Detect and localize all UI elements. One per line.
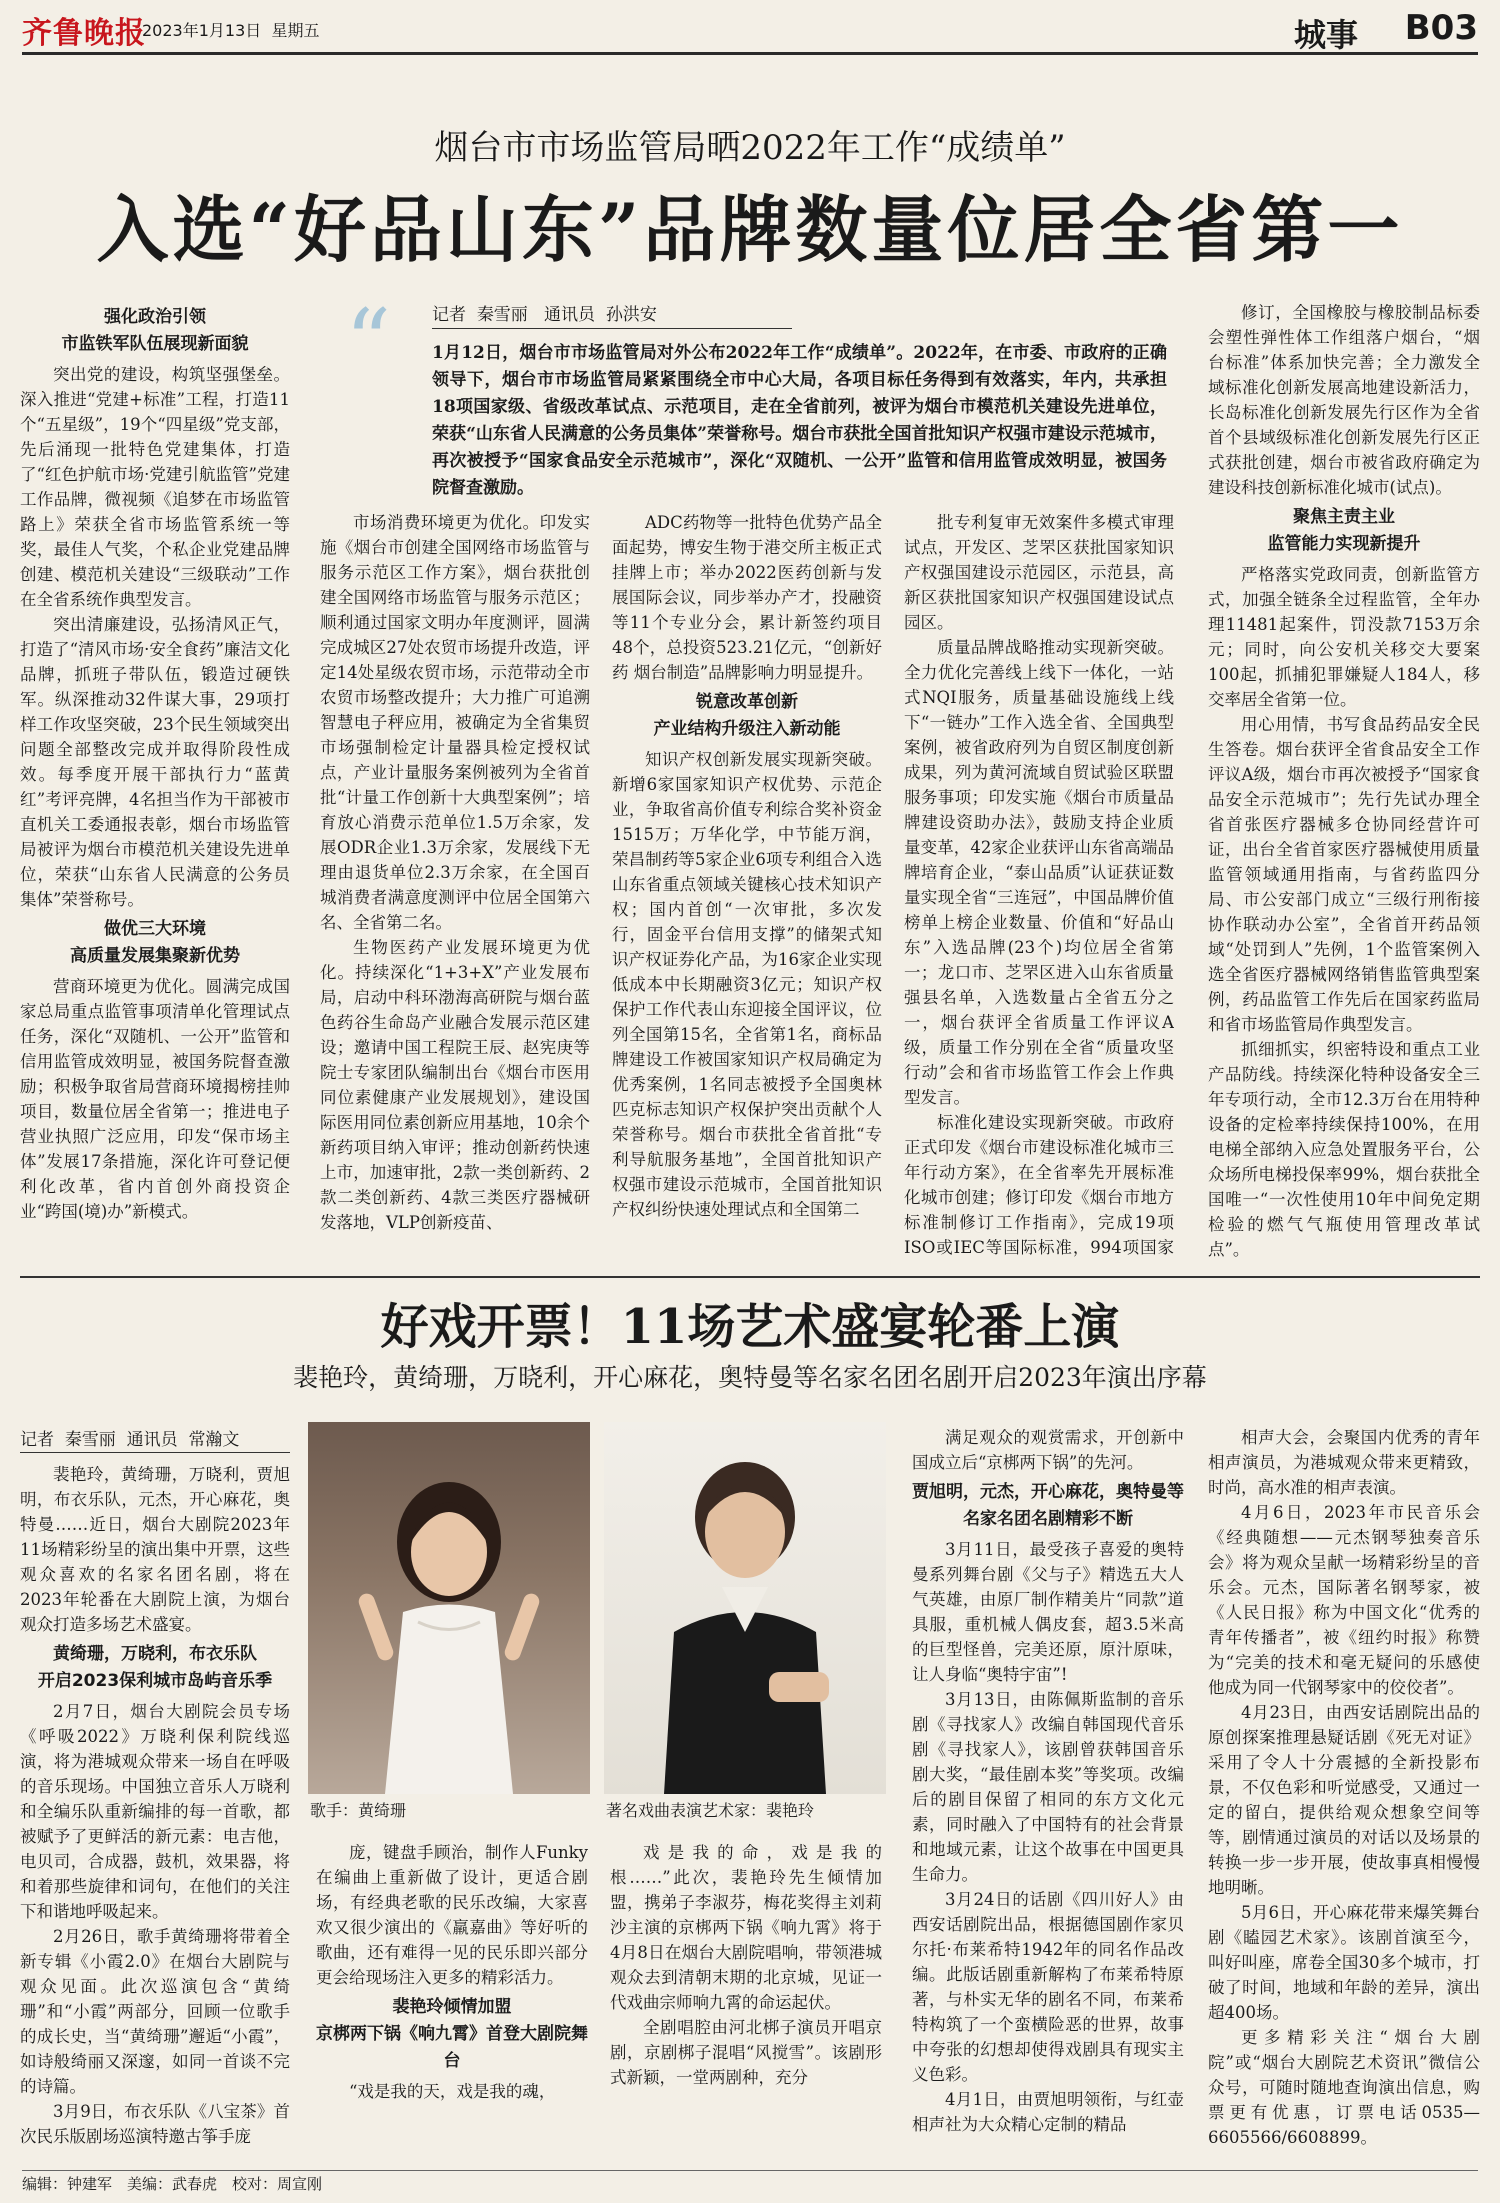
article2-column-2 — [316, 1840, 588, 2162]
paragraph: 4月1日，由贾旭明领衔，与红壶相声社为大众精心定制的精品 — [912, 2090, 1184, 2134]
reporter-name: 秦雪丽 — [476, 305, 528, 325]
subheading — [612, 689, 882, 743]
paragraph: “戏是我的天，戏是我的魂， — [349, 2082, 556, 2101]
artist-figure-icon — [604, 1422, 886, 1794]
paragraph: 标准化建设实现新突破。市政府正式印发《烟台市建设标准化城市三年行动方案》，在全省率先开展标准化城市创建；修订印发《烟台市地方标准制修订工作指南》，完成19项ISO或IEC等国际标准，994项国家 — [904, 1113, 1174, 1257]
byline-label: 通讯员 — [544, 305, 596, 325]
correspondent-name: 孙洪安 — [605, 305, 657, 325]
subheading-line: 贾旭明，元杰，开心麻花，奥特曼等 — [912, 1482, 1184, 1502]
article2-subhead: 裴艳玲，黄绮珊，万晓利，开心麻花，奥特曼等名家名团名剧开启2023年演出序幕 — [293, 1363, 1207, 1392]
singer-figure-icon — [308, 1422, 590, 1794]
subheading-line: 开启2023保利城市岛屿音乐季 — [37, 1671, 273, 1691]
paragraph: 突出清廉建设，弘扬清风正气，打造了“清风市场·安全食药”廉洁文化品牌，抓班子带队伍，锻造过硬铁军。纵深推动32件谋大事，29项打样工作攻坚突破，23个民生领域突出问题全部整改完成并取得阶段性成效。每季度开展干部执行力“蓝黄红”考评亮牌，4名担当作为干部被市直机关工委通报表彰，烟台市场监管局被评为烟台市模范机关建设先进单位，荣获“山东省人民满意的公务员集体”荣誉称号。 — [20, 615, 290, 909]
paragraph: 裴艳玲，黄绮珊，万晓利，贾旭明，布衣乐队，元杰，开心麻花，奥特曼……近日，烟台大剧院2023年11场精彩纷呈的演出集中开票，这些观众喜欢的名家名团名剧，将在2023年轮番在大剧院上演，为烟台观众打造多场艺术盛宴。 — [20, 1465, 290, 1634]
byline-label: 记者 — [432, 305, 466, 325]
paragraph: 批专利复审无效案件多模式审理试点，开发区、芝罘区获批国家知识产权强国建设示范园区，示范县，高新区获批国家知识产权强国建设试点园区。 — [904, 513, 1174, 632]
paragraph: 3月13日，由陈佩斯监制的音乐剧《寻找家人》改编自韩国现代音乐剧《寻找家人》，该剧曾获韩国音乐剧大奖，“最佳剧本奖”等奖项。改编后的剧目保留了相同的东方文化元素，同时融入了中国特有的社会背景和地域元素，让这个故事在中国更具生命力。 — [912, 1690, 1184, 1884]
paragraph: 庞，键盘手顾治，制作人Funky在编曲上重新做了设计，更适合剧场，有经典老歌的民乐改编，大家喜欢又很少演出的《羸嘉曲》等好听的歌曲，还有难得一见的民乐即兴部分更会给现场注入更多的精彩活力。 — [316, 1843, 588, 1987]
paragraph: 戏是我的命，戏是我的根……”此次，裴艳玲先生倾情加盟，携弟子李淑芬，梅花奖得主刘莉沙主演的京梆两下锅《响九霄》将于4月8日在烟台大剧院唱响，带领港城观众去到清朝末期的北京城，见证一代戏曲宗师响九霄的命运起伏。 — [610, 1843, 882, 2012]
subheading — [912, 1479, 1184, 1533]
photo-opera-artist — [604, 1422, 886, 1794]
photo-caption: 歌手：黄绮珊 — [310, 1801, 407, 1820]
paragraph: ADC药物等一批特色优势产品全面起势，博安生物于港交所主板正式挂牌上市；举办2022医药创新与发展国际会议，同步举办产才，投融资等11个专业分会，累计新签约项目48个，总投资523.21亿元，“创新好药 烟台制造”品牌影响力明显提升。 — [612, 513, 882, 682]
byline-label: 记者 — [20, 1430, 54, 1450]
subheading — [316, 1994, 588, 2075]
paragraph: 突出党的建设，构筑坚强堡垒。深入推进“党建+标准”工程，打造11个“五星级”，19个“四星级”党支部，先后涌现一批特色党建集体，打造了“红色护航市场·党建引航监管”党建工作品牌，微视频《追梦在市场监管路上》荣获全省市场监管系统一等奖，最佳人气奖，个私企业党建品牌创建、模范机关建设“三级联动”工作在全省系统作典型发言。 — [20, 365, 290, 609]
paragraph: 修订，全国橡胶与橡胶制品标委会塑性弹性体工作组落户烟台，“烟台标准”体系加快完善；全力激发全域标准化创新发展高地建设新活力，长岛标准化创新发展先行区作为全省首个县域级标准化创新发展先行区正式获批创建，烟台市被省政府确定为建设科技创新标准化城市(试点)。 — [1208, 303, 1480, 497]
byline-divider — [20, 1452, 290, 1453]
subheading-line: 锐意改革创新 — [696, 692, 798, 712]
article1-column-3 — [612, 510, 882, 1262]
subheading-line: 裴艳玲倾情加盟 — [392, 1997, 512, 2017]
subheading-line: 强化政治引领 — [104, 307, 206, 327]
article1-kicker: 烟台市市场监管局晒2022年工作“成绩单” — [434, 128, 1066, 168]
paragraph: 全剧唱腔由河北梆子演员开唱京剧，京剧梆子混唱“风搅雪”。该剧形式新颖，一堂两剧种，充分 — [610, 2018, 882, 2087]
paragraph: 相声大会，会聚国内优秀的青年相声演员，为港城观众带来更精致，时尚，高水准的相声表演。 — [1208, 1428, 1480, 1497]
paragraph: 4月6日，2023年市民音乐会《经典随想——元杰钢琴独奏音乐会》将为观众呈献一场精彩纷呈的音乐会。元杰，国际著名钢琴家，被《人民日报》称为中国文化“优秀的青年传播者”，被《纽约时报》称赞为“完美的技术和毫无疑问的乐感使他成为同一代钢琴家中的佼佼者”。 — [1208, 1503, 1480, 1697]
subheading-line: 市监铁军队伍展现新面貌 — [61, 334, 249, 354]
paragraph: 用心用情，书写食品药品安全民生答卷。烟台获评全省食品安全工作评议A级，烟台市再次被授予“国家食品安全示范城市”；先行先试办理全省首张医疗器械多仓协同经营许可证，出台全省首家医疗器械使用质量监管领域通用指南，与省药监四分局、市公安部门成立“三级行刑衔接协作联动办公室”，全省首开药品领域“处罚到人”先例，1个监管案例入选全省医疗器械网络销售监管典型案例，药品监管工作先后在国家药监局和省市场监管局作典型发言。 — [1208, 715, 1480, 1034]
subheading — [1208, 504, 1480, 558]
paragraph: 5月6日，开心麻花带来爆笑舞台剧《瞌园艺术家》。该剧首演至今，叫好叫座，席卷全国30多个城市，打破了时间，地域和年龄的差异，演出超400场。 — [1208, 1903, 1480, 2022]
paragraph: 抓细抓实，织密特设和重点工业产品防线。持续深化特种设备安全三年专项行动，全市12.3万台在用特种设备的定检率持续保持100%，在用电梯全部纳入应急处置服务平台，公众场所电梯投保率99%，烟台获批全国唯一“一次性使用10年中间免定期检验的燃气气瓶使用管理改革试点”。 — [1208, 1040, 1480, 1259]
correspondent-name: 常瀚文 — [188, 1430, 240, 1450]
paragraph: 3月24日的话剧《四川好人》由西安话剧院出品，根据德国剧作家贝尔托·布莱希特1942年的同名作品改编。此版话剧重新解构了布莱希特原著，与朴实无华的剧名不同，布莱希特构筑了一个蛮横险恶的世界，故事中夸张的幻想却使得戏剧具有现实主义色彩。 — [912, 1890, 1184, 2084]
photo-singer — [308, 1422, 590, 1794]
section-name: 城事 — [1293, 16, 1358, 54]
subheading-line: 做优三大环境 — [104, 919, 206, 939]
article1-byline — [432, 300, 657, 325]
subheading-line: 监管能力实现新提升 — [1267, 534, 1421, 554]
article2-column-5 — [1208, 1425, 1480, 2162]
byline-label: 通讯员 — [126, 1430, 178, 1450]
paragraph: 满足观众的观赏需求，开创新中国成立后“京梆两下锅”的先河。 — [912, 1428, 1184, 1472]
article2-column-1 — [20, 1462, 290, 2162]
masthead — [22, 8, 1478, 55]
subheading-line: 高质量发展集聚新优势 — [70, 946, 240, 966]
article-divider — [20, 1276, 1480, 1278]
paragraph: 3月11日，最受孩子喜爱的奥特曼系列舞台剧《父与子》精选五大人气英雄，由原厂制作精美片“同款”道具服，重机械人偶皮套，超3.5米高的巨型怪兽，完美还原，原汁原味，让人身临“奥特宇宙”! — [912, 1540, 1184, 1684]
paragraph: 生物医药产业发展环境更为优化。持续深化“1+3+X”产业发展布局，启动中科环渤海高研院与烟台蓝色药谷生命岛产业融合发展示范区建设；邀请中国工程院王辰、赵宪庚等院士专家团队编制出台《烟台市医用同位素健康产业发展规划》，建设国际医用同位素创新应用基地，10余个新药项目纳入审评；推动创新药快速上市，加速审批，2款一类创新药、2款二类创新药、4款三类医疗器械研发落地，VLP创新疫苗、 — [320, 938, 590, 1232]
article1-lead: 1月12日，烟台市市场监管局对外公布2022年工作“成绩单”。2022年，在市委、市政府的正确领导下，烟台市市场监管局紧紧围绕全市中心大局，各项目标任务得到有效落实，年内，共承担18项国家级、省级改革试点、示范项目，走在全省前列，被评为烟台市模范机关建设先进单位，荣获“山东省人民满意的公务员集体”荣誉称号。烟台市获批全国首批知识产权强市建设示范城市，再次被授予“国家食品安全示范城市”，深化“双随机、一公开”监管和信用监管成效明显，被国务院督查激励。 — [432, 343, 1167, 498]
paragraph: 营商环境更为优化。圆满完成国家总局重点监管事项清单化管理试点任务，深化“双随机、一公开”监管和信用监管成效明显，被国务院督查激励；积极争取省局营商环境揭榜挂帅项目，数量位居全省第一；推进电子营业执照广泛应用，印发“保市场主体”发展17条措施，深化许可登记便利化改革，省内首创外商投资企业“跨国(境)办”新模式。 — [20, 977, 290, 1221]
paragraph: 2月26日，歌手黄绮珊将带着全新专辑《小霞2.0》在烟台大剧院与观众见面。此次巡演包含“黄绮珊”和“小霞”两部分，回顾一位歌手的成长史，当“黄绮珊”邂逅“小霞”，如诗般绮丽又深邃，如同一首谈不完的诗篇。 — [20, 1927, 290, 2096]
article1-column-5 — [1208, 300, 1480, 1262]
footer-credits: 编辑：钟建军 美编：武春虎 校对：周宣刚 — [22, 2175, 323, 2193]
article2-column-3 — [610, 1840, 882, 2162]
paragraph: 3月9日，布衣乐队《八宝茶》首次民乐版剧场巡演特邀古筝手庞 — [20, 2102, 290, 2146]
paragraph: 更多精彩关注“烟台大剧院”或“烟台大剧院艺术资讯”微信公众号，可随时随地查询演出信息，购票更有优惠，订票电话0535—6605566/6608899。 — [1208, 2028, 1480, 2147]
weekday-text: 星期五 — [271, 21, 320, 40]
page-footer — [22, 2170, 1478, 2199]
reporter-name: 秦雪丽 — [64, 1430, 116, 1450]
article2-column-4 — [912, 1425, 1184, 2162]
issue-date — [142, 18, 319, 41]
subheading — [20, 916, 290, 970]
article1-column-1 — [20, 300, 290, 1262]
paragraph: 严格落实党政同责，创新监管方式，加强全链条全过程监管，全年办理11481起案件，罚没款7153万余元；同时，向公安机关移交大要案100起，抓捕犯罪嫌疑人184人，移交率居全省第一位。 — [1208, 565, 1480, 709]
date-text: 2023年1月13日 — [142, 21, 262, 40]
article1-column-4 — [904, 510, 1174, 1262]
paragraph: 质量品牌战略推动实现新突破。全力优化完善线上线下一体化，一站式NQI服务，质量基础设施线上线下“一链办”工作入选全省、全国典型案例，被省政府列为自贸区制度创新成果，列为黄河流域自贸试验区联盟服务事项；印发实施《烟台市质量品牌建设资助办法》，鼓励支持企业质量变革，42家企业获评山东省高端品牌培育企业，“泰山品质”认证获证数量实现全省“三连冠”，中国品牌价值榜单上榜企业数量、价值和“好品山东”入选品牌(23个)均位居全省第一；龙口市、芝罘区进入山东省质量强县名单，入选数量占全省五分之一，烟台获评全省质量工作评议A级，质量工作分别在全省“质量攻坚行动”会和省市场监管工作会上作典型发言。 — [904, 638, 1174, 1107]
subheading — [20, 304, 290, 358]
subheading-line: 名家名团名剧精彩不断 — [963, 1509, 1133, 1529]
subheading-line: 聚焦主责主业 — [1293, 507, 1395, 527]
newspaper-logo: 齐鲁晚报 — [22, 16, 146, 51]
paragraph: 2月7日，烟台大剧院会员专场《呼吸2022》万晓利保利院线巡演，将为港城观众带来一场自在呼吸的音乐现场。中国独立音乐人万晓利和全编乐队重新编排的每一首歌，都被赋予了更鲜活的新元素：电吉他，电贝司，合成器，鼓机，效果器，将和着那些旋律和词句，在他们的关注下和谐地呼吸起来。 — [20, 1702, 290, 1921]
article2-headline: 好戏开票！11场艺术盛宴轮番上演 — [380, 1299, 1120, 1355]
byline-divider — [432, 328, 792, 329]
quote-mark-icon: “ — [345, 290, 392, 395]
subheading-line: 京梆两下锅《响九霄》首登大剧院舞台 — [316, 2024, 588, 2071]
article1-headline: 入选“好品山东”品牌数量位居全省第一 — [96, 187, 1404, 272]
paragraph: 知识产权创新发展实现新突破。新增6家国家知识产权优势、示范企业，争取省高价值专利综合奖补资金1515万；万华化学，中节能万润，荣昌制药等5家企业6项专利组合入选山东省重点领域关键核心技术知识产权；国内首创“一次审批，多次发行，固金平台信用支撑”的储架式知识产权证券化产品，为16家企业实现低成本中长期融资3亿元；知识产权保护工作代表山东迎接全国评议，位列全国第15名，全省第1名，商标品牌建设工作被国家知识产权局确定为优秀案例，1名同志被授予全国奥林匹克标志知识产权保护突出贡献个人荣誉称号。烟台市获批全省首批“专利导航服务基地”，全国首批知识产权强市建设示范城市，全国首批知识产权纠纷快速处理试点和全国第二 — [612, 750, 882, 1219]
page-number: B03 — [1404, 8, 1478, 48]
paragraph: 市场消费环境更为优化。印发实施《烟台市创建全国网络市场监管与服务示范区工作方案》，烟台获批创建全国网络市场监管与服务示范区；顺利通过国家文明办年度测评，圆满完成城区27处农贸市场提升改造，评定14处星级农贸市场，示范带动全市农贸市场整改提升；大力推广可追溯智慧电子秤应用，被确定为全省集贸市场强制检定计量器具检定授权试点，产业计量服务案例被列为全省首批“计量工作创新十大典型案例”；培育放心消费示范单位1.5万余家，发展ODR企业1.3万余家，发展线下无理由退货单位2.3万余家，在全国百城消费者满意度测评中位居全国第六名、全省第二名。 — [320, 513, 590, 932]
subheading-line: 产业结构升级注入新动能 — [653, 719, 841, 739]
subheading — [20, 1641, 290, 1695]
article2-byline — [20, 1425, 239, 1450]
article1-column-2 — [320, 510, 590, 1262]
subheading-line: 黄绮珊，万晓利，布衣乐队 — [53, 1644, 257, 1664]
paragraph: 4月23日，由西安话剧院出品的原创探案推理悬疑话剧《死无对证》采用了令人十分震撼的全新投影布景，不仅色彩和听觉感受，又通过一定的留白，提供给观众想象空间等等，剧情通过演员的对话以及场景的转换一步一步开展，使故事真相慢慢地明晰。 — [1208, 1703, 1480, 1897]
photo-caption: 著名戏曲表演艺术家：裴艳玲 — [606, 1801, 815, 1820]
